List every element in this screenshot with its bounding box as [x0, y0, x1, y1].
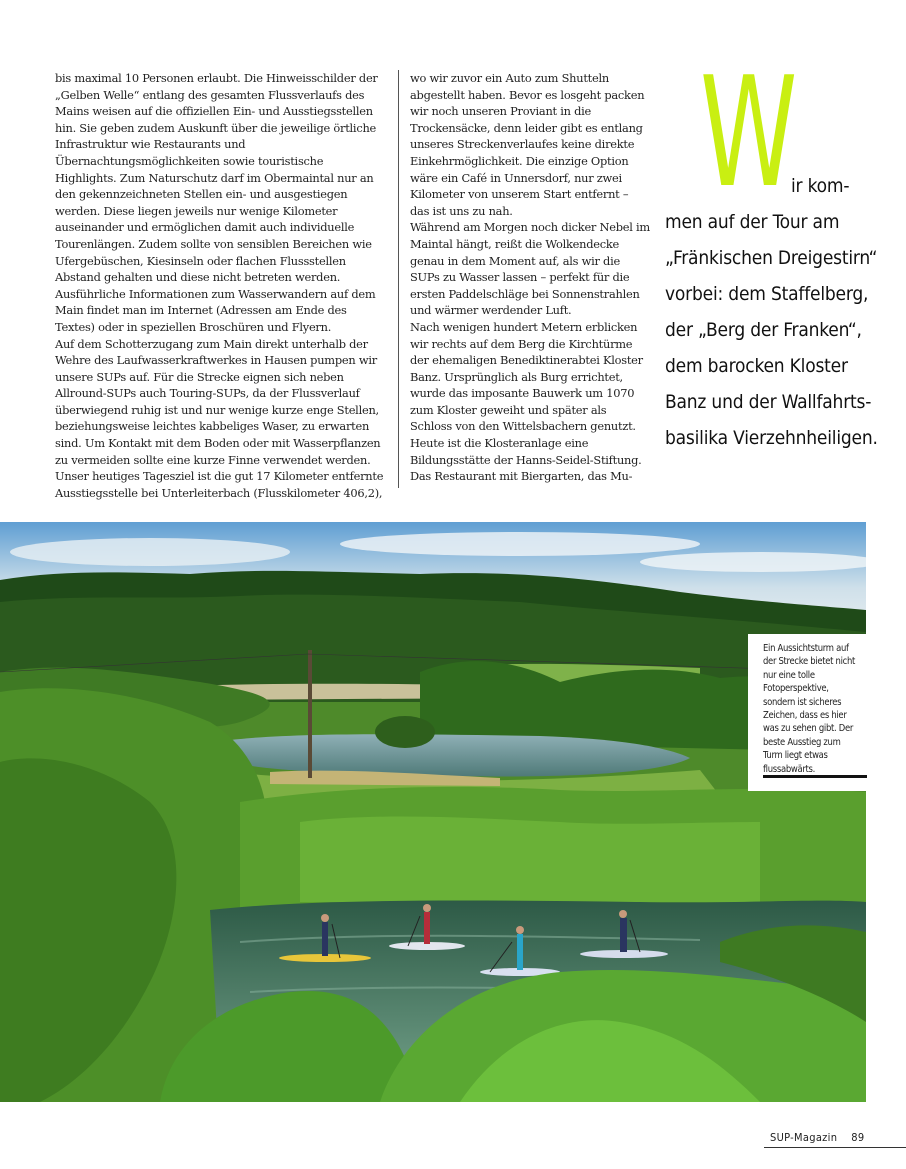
pullquote-line: dem barocken Kloster — [665, 355, 848, 377]
paragraph: Nach wenigen hundert Metern erblicken wir rechts auf dem Berg die Kirchtürme der ehemaligen Benediktinerabtei Kloster Banz. Ursprünglich als Burg errichtet, wurde das imposante Bauwerk um 1070 zum Kloster geweiht und später als Schloss von den Wittelsbachern genutzt. Heute ist die Klosteranlage eine Bildungsstätte der Hanns-Seidel-Stiftung. Das Restaurant mit Biergarten, das Mu- — [410, 319, 643, 484]
page-number: 89 — [851, 1131, 865, 1144]
pullquote-line: vorbei: dem Staffelberg, — [665, 283, 869, 305]
article-column-1 — [55, 70, 387, 501]
article-column-2 — [410, 70, 650, 485]
magazine-name: SUP-Magazin — [770, 1131, 838, 1144]
footer-divider — [764, 1147, 906, 1148]
paragraph: Auf dem Schotterzugang zum Main direkt unterhalb der Wehre des Laufwasserkraftwerkes in Hausen pumpen wir unsere SUPs auf. Für die Strecke eignen sich neben Allround-SUPs auch Touring-SUPs, da der Flussverlauf überwiegend ruhig ist und nur wenige kurze enge Stellen, beziehungsweise leichtes kabbeliges Waser, zu erwarten sind. Um Kontakt mit dem Boden oder mit Wasserpflanzen zu vermeiden sollte eine kurze Finne verwendet werden. — [55, 336, 381, 467]
river-photo — [0, 522, 866, 1102]
paragraph: bis maximal 10 Personen erlaubt. Die Hinweisschilder der „Gelben Welle“ entlang des gesamten Flussverlaufs des Mains weisen auf die offiziellen Ein- und Ausstiegsstellen hin. Sie geben zudem Auskunft über die jeweilige örtliche Infrastruktur wie Restaurants und Übernachtungsmöglichkeiten sowie touristische Highlights. Zum Naturschutz darf im Obermaintal nur an den gekennzeichneten Stellen ein- und ausgestiegen werden. Diese liegen jeweils nur wenige Kilometer auseinander und ermöglichen damit auch individuelle Tourenlängen. Zudem sollte von sensiblen Bereichen wie Ufergebüschen, Kiesinseln oder flachen Flussstellen Abstand gehalten und diese nicht betreten werden. Ausführliche Informationen zum Wasserwandern auf dem Main findet man im Internet (Adressen am Ende des Textes) oder in speziellen Broschüren und Flyern. — [55, 71, 378, 334]
page-footer — [770, 1131, 865, 1144]
pullquote-line: „Fränkischen Dreigestirn“ — [665, 247, 878, 269]
pullquote — [665, 82, 895, 456]
pullquote-line: basilika Vierzehnheiligen. — [665, 427, 878, 449]
pullquote-line: Banz und der Wallfahrts- — [665, 391, 872, 413]
pullquote-line: men auf der Tour am — [665, 211, 840, 233]
pullquote-line: ir kom- — [791, 175, 850, 197]
paragraph: Während am Morgen noch dicker Nebel im Maintal hängt, reißt die Wolkendecke genau in dem Moment auf, als wir die SUPs zu Wasser lassen – perfekt für die ersten Paddelschläge bei Sonnenstrahlen und wärmer werdender Luft. — [410, 220, 650, 318]
pullquote-dropcap: W — [700, 44, 795, 221]
photo-caption: Ein Aussichtsturm auf der Strecke bietet nicht nur eine tolle Fotoperspektive, sondern ist sicheres Zeichen, dass es hier was zu sehen gibt. Der beste Ausstieg zum Turm liegt etwas flussabwärts. — [748, 634, 866, 791]
caption-divider — [763, 775, 867, 778]
pullquote-line: der „Berg der Franken“, — [665, 319, 862, 341]
paragraph: wo wir zuvor ein Auto zum Shutteln abgestellt haben. Bevor es losgeht packen wir noch unseren Proviant in die Trockensäcke, denn leider gibt es entlang unseres Streckenverlaufes keine direkte Einkehrmöglichkeit. Die einzige Option wäre ein Café in Unnersdorf, nur zwei Kilometer von unserem Start entfernt – das ist uns zu nah. — [410, 71, 645, 218]
column-divider — [398, 70, 399, 488]
paragraph: Unser heutiges Tagesziel ist die gut 17 Kilometer entfernte Ausstiegsstelle bei Unterleiterbach (Flusskilometer 406,2), — [55, 469, 384, 500]
